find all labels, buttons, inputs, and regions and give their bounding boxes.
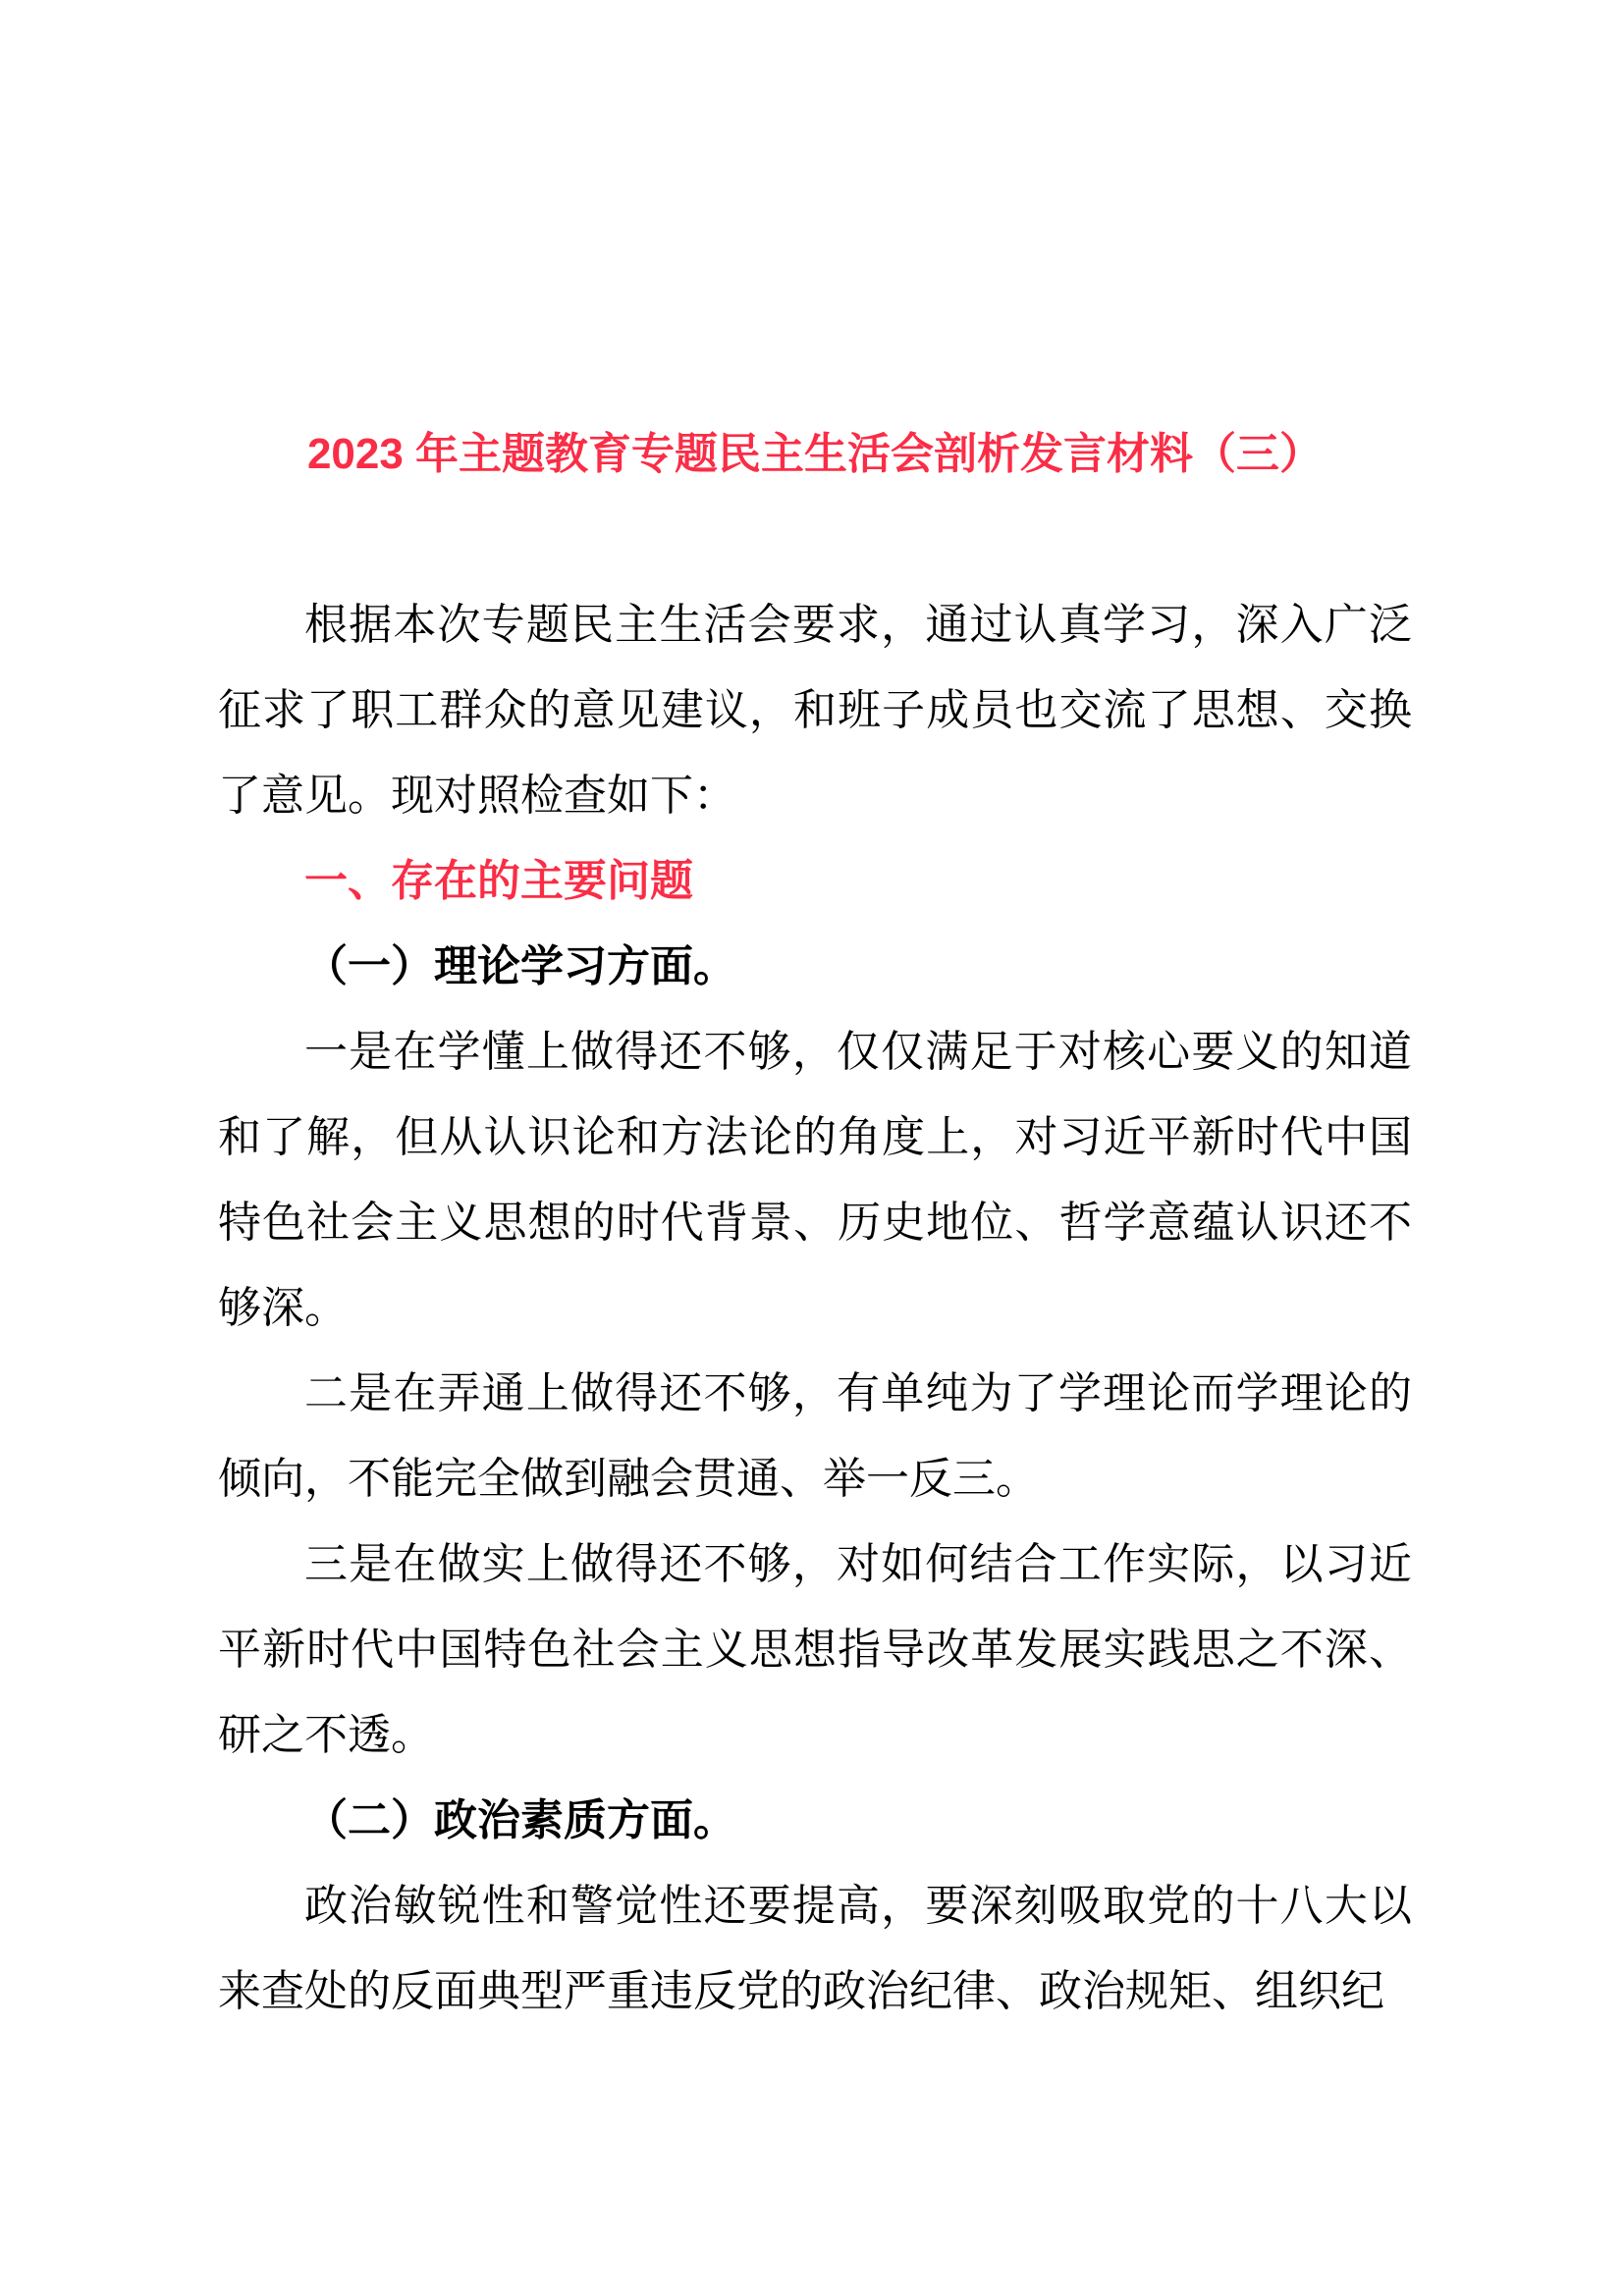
paragraph: 三是在做实上做得还不够，对如何结合工作实际，以习近平新时代中国特色社会主义思想指导改革发展实践思之不深、研之不透。 bbox=[218, 1540, 1412, 1759]
section-heading: （二）政治素质方面。 bbox=[304, 1796, 736, 1844]
paragraph: 根据本次专题民主生活会要求，通过认真学习，深入广泛征求了职工群众的意见建议，和班子成员也交流了思想、交换了意见。现对照检查如下： bbox=[218, 601, 1412, 820]
section-heading: （一）理论学习方面。 bbox=[304, 942, 736, 990]
paragraph: 政治敏锐性和警觉性还要提高，要深刻吸取党的十八大以来查处的反面典型严重违反党的政治纪律、政治规矩、组织纪 bbox=[218, 1882, 1412, 2015]
document-title: 2023 年主题教育专题民主生活会剖析发言材料（三） bbox=[306, 430, 1324, 478]
title-body-spacer bbox=[218, 497, 1412, 582]
paragraph: 一是在学懂上做得还不够，仅仅满足于对核心要义的知道和了解，但从认识论和方法论的角度上，对习近平新时代中国特色社会主义思想的时代背景、历史地位、哲学意蕴认识还不够深。 bbox=[218, 1028, 1412, 1332]
section-heading: 一、存在的主要问题 bbox=[304, 857, 693, 905]
paragraph: 二是在弄通上做得还不够，有单纯为了学理论而学理论的倾向，不能完全做到融会贯通、举一反三。 bbox=[218, 1369, 1412, 1503]
document-body bbox=[218, 582, 1412, 2034]
